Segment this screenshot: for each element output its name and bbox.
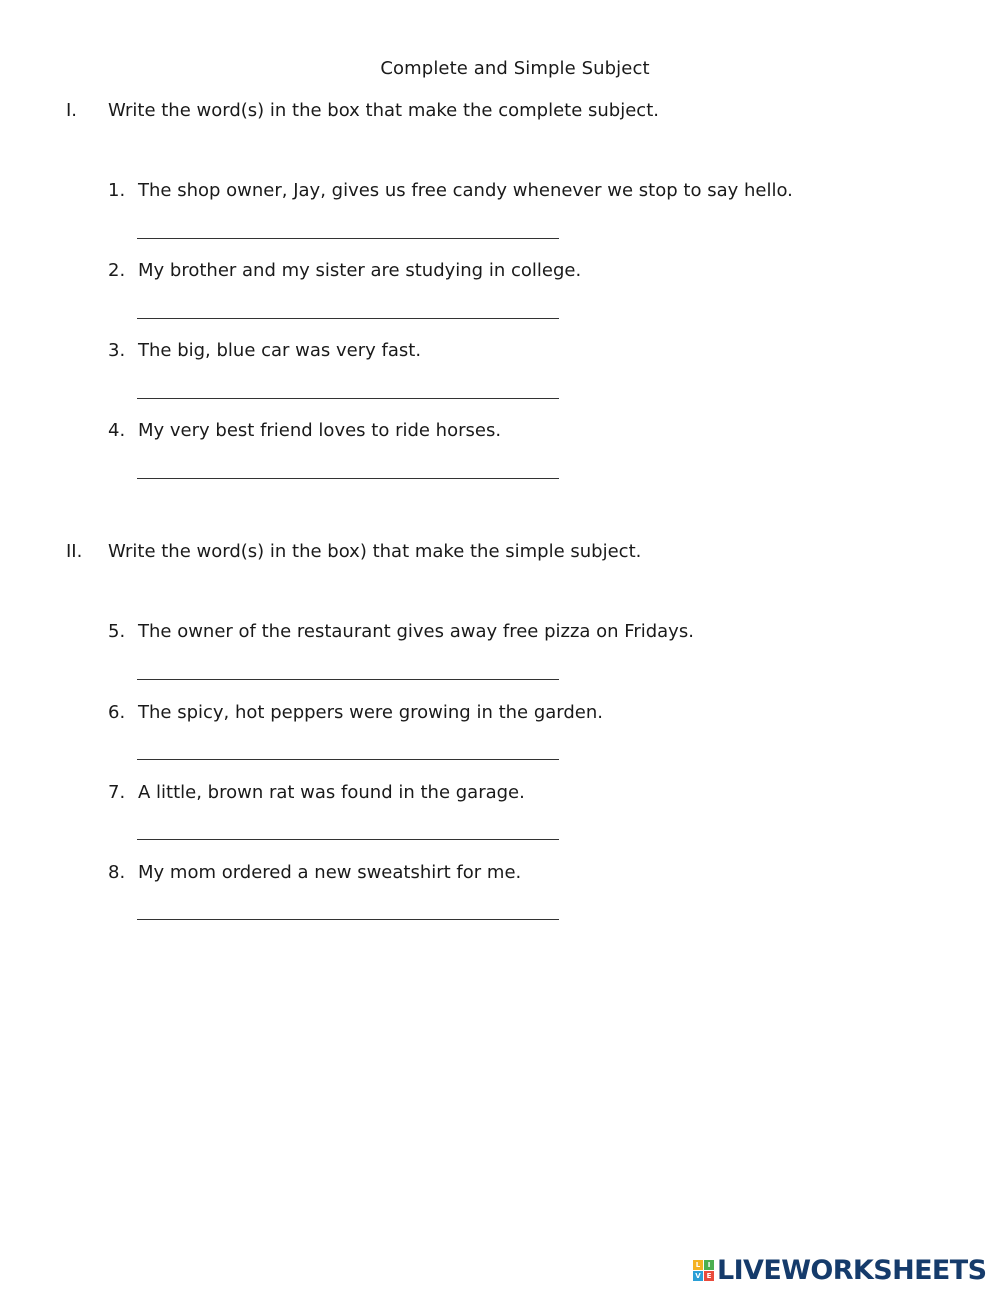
question-item — [108, 420, 501, 441]
section-numeral: I. — [66, 100, 78, 121]
question-text: My brother and my sister are studying in college. — [138, 260, 582, 281]
question-number: 4. — [108, 420, 126, 441]
question-text: The big, blue car was very fast. — [138, 340, 422, 361]
question-item — [108, 862, 521, 883]
answer-line[interactable] — [137, 398, 559, 399]
section-numeral: II. — [66, 541, 83, 562]
answer-line[interactable] — [137, 318, 559, 319]
question-item — [108, 180, 793, 201]
section-instruction: Write the word(s) in the box that make the complete subject. — [108, 100, 659, 121]
question-number: 2. — [108, 260, 126, 281]
answer-line[interactable] — [137, 238, 559, 239]
question-item — [108, 621, 694, 642]
liveworksheets-logo — [693, 1256, 986, 1284]
page-title: Complete and Simple Subject — [380, 58, 650, 79]
logo-mark-letter: I — [704, 1260, 714, 1270]
question-text: The owner of the restaurant gives away free pizza on Fridays. — [138, 621, 694, 642]
section-instruction: Write the word(s) in the box) that make the simple subject. — [108, 541, 642, 562]
question-number: 3. — [108, 340, 126, 361]
answer-line[interactable] — [137, 919, 559, 920]
logo-mark-letter: E — [704, 1271, 714, 1281]
question-item — [108, 702, 603, 723]
question-item — [108, 782, 525, 803]
logo-mark-letter: L — [693, 1260, 703, 1270]
logo-mark-icon — [693, 1260, 714, 1281]
logo-text: LIVEWORKSHEETS — [717, 1254, 987, 1286]
question-number: 5. — [108, 621, 126, 642]
answer-line[interactable] — [137, 759, 559, 760]
question-text: My mom ordered a new sweatshirt for me. — [138, 862, 522, 883]
question-number: 1. — [108, 180, 126, 201]
answer-line[interactable] — [137, 839, 559, 840]
answer-line[interactable] — [137, 679, 559, 680]
question-text: A little, brown rat was found in the garage. — [138, 782, 525, 803]
question-number: 6. — [108, 702, 126, 723]
question-text: My very best friend loves to ride horses. — [138, 420, 502, 441]
question-text: The shop owner, Jay, gives us free candy whenever we stop to say hello. — [138, 180, 793, 201]
logo-mark-letter: V — [693, 1271, 703, 1281]
question-item — [108, 260, 581, 281]
question-number: 7. — [108, 782, 126, 803]
question-text: The spicy, hot peppers were growing in the garden. — [138, 702, 604, 723]
question-item — [108, 340, 421, 361]
question-number: 8. — [108, 862, 126, 883]
answer-line[interactable] — [137, 478, 559, 479]
